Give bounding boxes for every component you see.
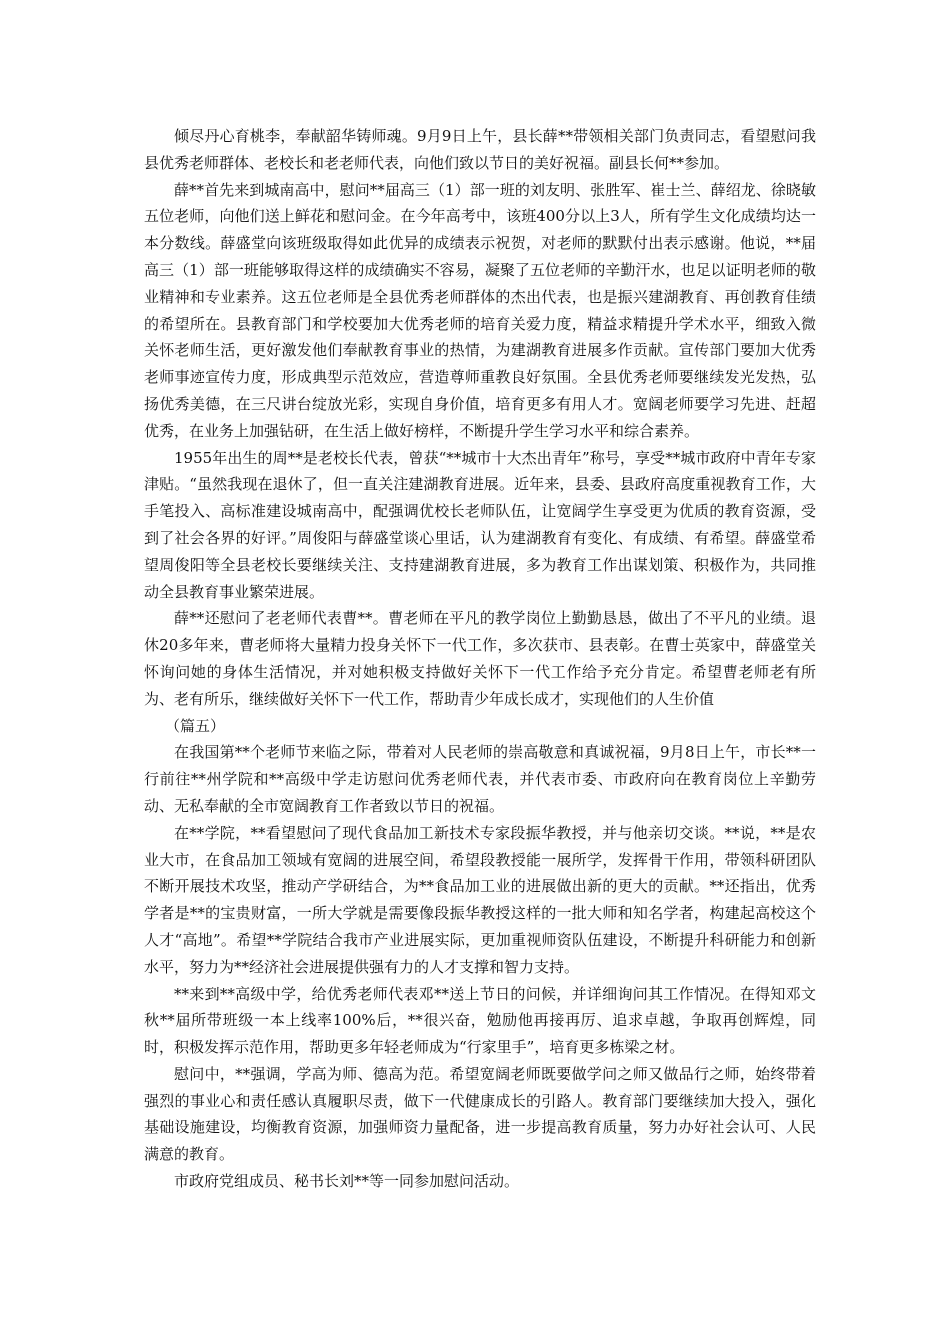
- section-heading: （篇五）: [165, 716, 226, 735]
- paragraph-emphasis: 慰问中，**强调，学高为师、德高为范。希望宽阔老师既要做学问之师又做品行之师，始终带着强烈的事业心和责任感认真履职尽责，做下一代健康成长的引路人。教育部门要继续加大投入，强化基础设施建设，均衡教育资源，加强师资力量配备，进一步提高教育质量，努力办好社会认可、人民满意的教育。: [144, 1064, 816, 1164]
- paragraph-attendees: 市政府党组成员、秘书长刘**等一同参加慰问活动。: [174, 1172, 520, 1191]
- paragraph-high-school-visit: **来到**高级中学，给优秀老师代表邓**送上节日的问候，并详细询问其工作情况。在得知邓文秋**届所带班级一本上线率100%后，**很兴奋，勉励他再接再厉、追求卓越，争取再创辉煌，同时，积极发挥示范作用，帮助更多年轻老师成为“行家里手”，培育更多栋梁之材。: [144, 984, 816, 1057]
- paragraph-college-visit: 在**学院，**看望慰问了现代食品加工新技术专家段振华教授，并与他亲切交谈。**说，**是农业大市，在食品加工领域有宽阔的进展空间，希望段教授能一展所学，发挥骨干作用，带领科研团队不断开展技术攻坚，推动产学研结合，为**食品加工业的进展做出新的更大的贡献。**还指出，优秀学者是**的宝贵财富，一所大学就是需要像段振华教授这样的一批大师和知名学者，构建起高校这个人才“高地”。希望**学院结合我市产业进展实际，更加重视师资队伍建设，不断提升科研能力和创新水平，努力为**经济社会进展提供强有力的人才支撑和智力支持。: [144, 823, 816, 976]
- paragraph-chengnan-high-school: 薛**首先来到城南高中，慰问**届高三（1）部一班的刘友明、张胜军、崔士兰、薛绍龙、徐晓敏五位老师，向他们送上鲜花和慰问金。在今年高考中，该班400分以上3人，所有学生文化成绩均达一本分数线。薛盛堂向该班级取得如此优异的成绩表示祝贺，对老师的默默付出表示感谢。他说，**届高三（1）部一班能够取得这样的成绩确实不容易，凝聚了五位老师的辛勤汗水，也足以证明老师的敬业精神和专业素养。这五位老师是全县优秀老师群体的杰出代表，也是振兴建湖教育、再创教育佳绩的希望所在。县教育部门和学校要加大优秀老师的培育关爱力度，精益求精提升学术水平，细致入微关怀老师生活，更好激发他们奉献教育事业的热情，为建湖教育进展多作贡献。宣传部门要加大优秀老师事迹宣传力度，形成典型示范效应，营造尊师重教良好氛围。全县优秀老师要继续发光发热，弘扬优秀美德，在三尺讲台绽放光彩，实现自身价值，培育更多有用人才。宽阔老师要学习先进、赶超优秀，在业务上加强钻研，在生活上做好榜样，不断提升学生学习水平和综合素养。: [144, 180, 816, 440]
- paragraph-visit-intro: 倾尽丹心育桃李，奉献韶华铸师魂。9月9日上午，县长薛**带领相关部门负责同志，看望慰问我县优秀老师群体、老校长和老老师代表，向他们致以节日的美好祝福。副县长何**参加。: [144, 127, 816, 172]
- paragraph-old-principal: 1955年出生的周**是老校长代表，曾获“**城市十大杰出青年”称号，享受**城市政府中青年专家津贴。“虽然我现在退休了，但一直关注建湖教育进展。近年来，县委、县政府高度重视教育工作，大手笔投入、高标准建设城南高中，配强调优校长老师队伍，让宽阔学生享受更为优质的教育资源，受到了社会各界的好评。”周俊阳与薛盛堂谈心里话，认为建湖教育有变化、有成绩、有希望。薛盛堂希望周俊阳等全县老校长要继续关注、支持建湖教育进展，多为教育工作出谋划策、积极作为，共同推动全县教育事业繁荣进展。: [144, 448, 816, 601]
- document-body: [144, 123, 816, 1195]
- paragraph-teachers-day-intro: 在我国第**个老师节来临之际，带着对人民老师的崇高敬意和真诚祝福，9月8日上午，市长**一行前往**州学院和**高级中学走访慰问优秀老师代表，并代表市委、市政府向在教育岗位上辛勤劳动、无私奉献的全市宽阔教育工作者致以节日的祝福。: [144, 743, 816, 815]
- paragraph-old-teacher: 薛**还慰问了老老师代表曹**。曹老师在平凡的教学岗位上勤勤恳恳，做出了不平凡的业绩。退休20多年来，曹老师将大量精力投身关怀下一代工作，多次获市、县表彰。在曹士英家中，薛盛堂关怀询问她的身体生活情况，并对她积极支持做好关怀下一代工作给予充分肯定。希望曹老师老有所为、老有所乐，继续做好关怀下一代工作，帮助青少年成长成才，实现他们的人生价值: [144, 609, 816, 708]
